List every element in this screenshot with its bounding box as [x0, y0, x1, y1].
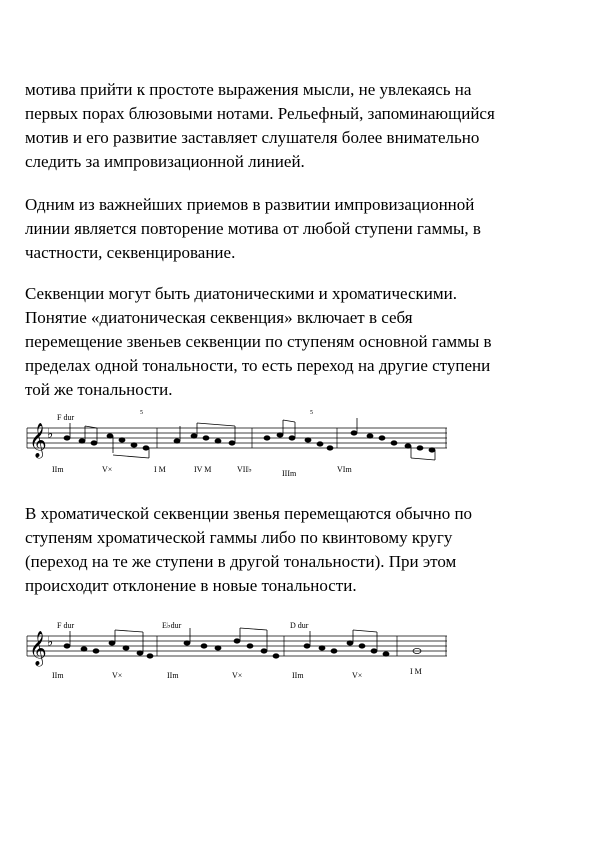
text-line: Понятие «диатоническая секвенция» включает в себя — [25, 308, 413, 327]
text-line: В хроматической секвенции звенья перемещаются обычно по — [25, 504, 473, 523]
chord-label: IIm — [52, 671, 64, 680]
fingering-mark: 5 — [310, 410, 313, 416]
flat-icon: ♭ — [47, 426, 54, 441]
fingering-mark: 5 — [140, 410, 143, 416]
text-line: Секвенции могут быть диатоническими и хроматическими. — [25, 284, 457, 303]
paragraph-1 — [25, 78, 575, 174]
chord-label: I M — [154, 465, 166, 474]
paragraph-3 — [25, 282, 575, 402]
text-line: перемещение звеньев секвенции по ступеням основной гаммы в — [25, 332, 492, 351]
treble-clef-icon: 𝄞 — [29, 632, 47, 665]
staff-notation — [22, 408, 452, 483]
text-line: Одним из важнейших приемов в развитии импровизационной — [25, 195, 475, 214]
key-label: F dur — [57, 621, 75, 630]
chord-label: I M — [410, 667, 422, 676]
chord-label: V× — [232, 671, 243, 680]
chord-label: IV M — [194, 465, 212, 474]
text-line: линии является повторение мотива от любой ступени гаммы, в — [25, 219, 481, 238]
chord-label: V× — [352, 671, 363, 680]
flat-icon: ♭ — [47, 634, 54, 649]
chord-label: V× — [112, 671, 123, 680]
staff-notation — [22, 618, 452, 688]
chord-label: IIm — [167, 671, 179, 680]
chord-label: VIm — [337, 465, 352, 474]
text-line: мотива прийти к простоте выражения мысли, не увлекаясь на — [25, 80, 472, 99]
text-line: происходит отклонение в новые тональности. — [25, 576, 357, 595]
text-line: мотив и его развитие заставляет слушателя более внимательно — [25, 128, 480, 147]
key-label: E♭dur — [162, 621, 182, 630]
text-line: ступеням хроматической гаммы либо по квинтовому кругу — [25, 528, 453, 547]
treble-clef-icon: 𝄞 — [29, 424, 47, 457]
note-group — [64, 628, 421, 658]
text-line: той же тональности. — [25, 380, 173, 399]
text-line: частности, секвенцирование. — [25, 243, 236, 262]
music-example-diatonic — [22, 408, 452, 483]
chord-label: V× — [102, 465, 113, 474]
text-line: (переход на те же ступени в другой тональности). При этом — [25, 552, 457, 571]
key-label: F dur — [57, 413, 75, 422]
text-line: пределах одной тональности, то есть переход на другие ступени — [25, 356, 491, 375]
music-example-chromatic — [22, 618, 452, 688]
paragraph-4 — [25, 502, 575, 598]
key-label: D dur — [290, 621, 309, 630]
paragraph-2 — [25, 193, 575, 265]
chord-label: VII♭ — [237, 465, 252, 474]
chord-label: IIm — [52, 465, 64, 474]
text-line: первых порах блюзовыми нотами. Рельефный, запоминающийся — [25, 104, 495, 123]
text-line: следить за импровизационной линией. — [25, 152, 305, 171]
chord-label: IIm — [292, 671, 304, 680]
chord-label: IIIm — [282, 469, 297, 478]
note-group — [64, 418, 435, 460]
